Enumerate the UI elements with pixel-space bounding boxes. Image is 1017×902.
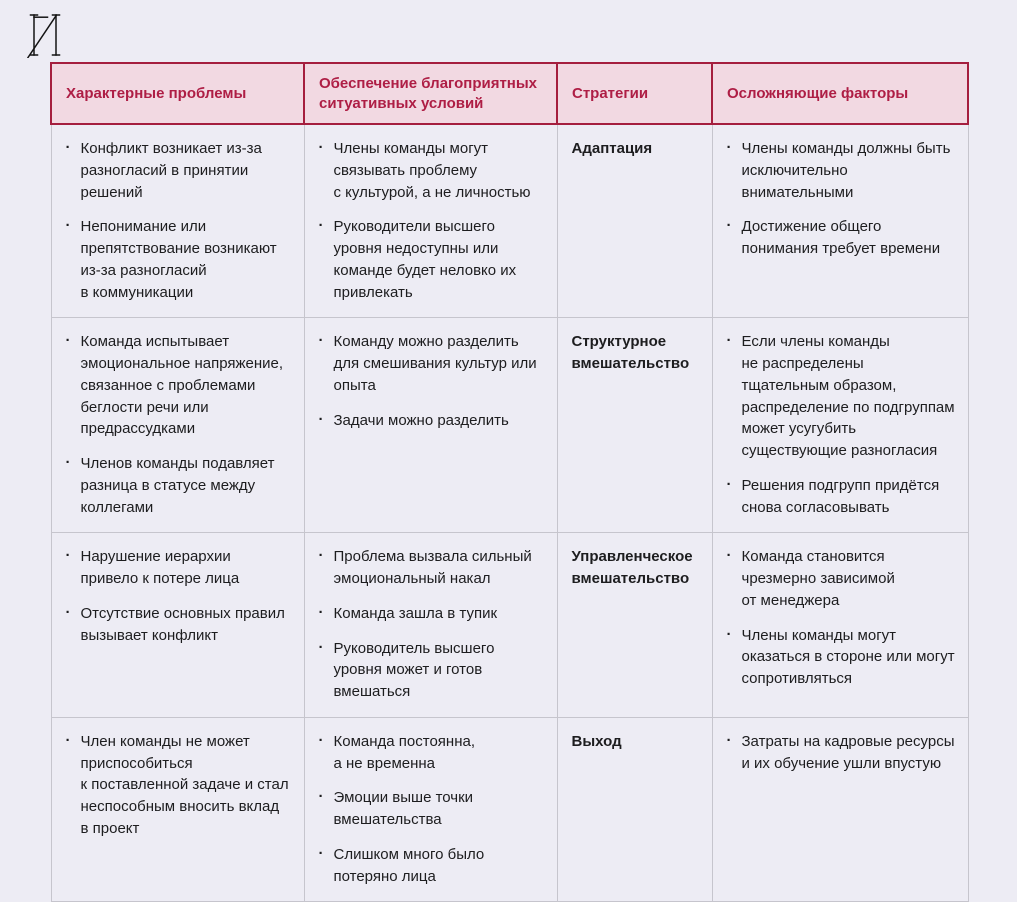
cell-strategy: Адаптация xyxy=(557,124,712,318)
bullet-list xyxy=(60,331,292,518)
bullet-item: · Задачи можно разделить xyxy=(313,410,545,432)
bullet-item: · Затраты на кадровые ресурсы и их обучение ушли впустую xyxy=(721,731,956,775)
bullet-list xyxy=(313,138,545,303)
bullet-item: · Членов команды подавляет разница в статусе между коллегами xyxy=(60,453,292,518)
bullet-item: · Нарушение иерархии привело к потере лица xyxy=(60,546,292,590)
cell-factors xyxy=(712,124,968,318)
column-header-problems: Характерные проблемы xyxy=(51,63,304,124)
fi-monogram-icon xyxy=(27,12,63,58)
cell-conditions xyxy=(304,533,557,718)
column-header-factors: Осложняющие факторы xyxy=(712,63,968,124)
bullet-item: · Члены команды могут оказаться в стороне или могут сопротивляться xyxy=(721,625,956,690)
bullet-item: · Члены команды могут связывать проблему с культурой, а не личностью xyxy=(313,138,545,203)
bullet-item: · Если члены команды не распределены тщательным образом, распределение по подгруппам может усугубить существующие разногласия xyxy=(721,331,956,462)
cell-strategy: Выход xyxy=(557,717,712,902)
bullet-item: · Команда становится чрезмерно зависимой от менеджера xyxy=(721,546,956,611)
bullet-list xyxy=(721,546,956,690)
bullet-list xyxy=(313,546,545,703)
bullet-item: · Команда постоянна, а не временна xyxy=(313,731,545,775)
bullet-item: · Члены команды должны быть исключительно внимательными xyxy=(721,138,956,203)
cell-conditions xyxy=(304,717,557,902)
table-row-managerial-intervention xyxy=(51,533,968,718)
bullet-item: · Достижение общего понимания требует времени xyxy=(721,216,956,260)
bullet-list xyxy=(60,138,292,303)
bullet-item: · Конфликт возникает из-за разногласий в принятии решений xyxy=(60,138,292,203)
bullet-list xyxy=(60,546,292,646)
bullet-item: · Руководители высшего уровня недоступны или команде будет неловко их привлекать xyxy=(313,216,545,303)
bullet-item: · Непонимание или препятствование возникают из-за разногласий в коммуникации xyxy=(60,216,292,303)
header-row xyxy=(51,63,968,124)
bullet-item: · Решения подгрупп придётся снова согласовывать xyxy=(721,475,956,519)
bullet-item: · Отсутствие основных правил вызывает конфликт xyxy=(60,603,292,647)
cell-factors xyxy=(712,717,968,902)
bullet-item: · Член команды не может приспособиться к поставленной задаче и стал неспособным вносить вклад в проект xyxy=(60,731,292,840)
bullet-list xyxy=(313,731,545,888)
cell-problems xyxy=(51,533,304,718)
cell-strategy: Структурное вмешательство xyxy=(557,318,712,533)
column-header-conditions: Обеспечение благоприятных ситуативных условий xyxy=(304,63,557,124)
bullet-item: · Команда зашла в тупик xyxy=(313,603,545,625)
column-header-strategies: Стратегии xyxy=(557,63,712,124)
cell-conditions xyxy=(304,318,557,533)
bullet-item: · Команда испытывает эмоциональное напряжение, связанное с проблемами беглости речи или предрассудками xyxy=(60,331,292,440)
bullet-item: · Команду можно разделить для смешивания культур или опыта xyxy=(313,331,545,396)
table-row-exit xyxy=(51,717,968,902)
bullet-list xyxy=(313,331,545,431)
cell-problems xyxy=(51,717,304,902)
cell-problems xyxy=(51,124,304,318)
conflict-strategies-table xyxy=(50,62,969,902)
bullet-item: · Проблема вызвала сильный эмоциональный накал xyxy=(313,546,545,590)
bullet-list xyxy=(721,138,956,260)
table-row-adaptation xyxy=(51,124,968,318)
cell-conditions xyxy=(304,124,557,318)
table-row-structural-intervention xyxy=(51,318,968,533)
bullet-item: · Руководитель высшего уровня может и готов вмешаться xyxy=(313,638,545,703)
cell-factors xyxy=(712,533,968,718)
bullet-list xyxy=(721,331,956,518)
cell-strategy: Управленческое вмешательство xyxy=(557,533,712,718)
bullet-list xyxy=(60,731,292,840)
bullet-item: · Слишком много было потеряно лица xyxy=(313,844,545,888)
cell-problems xyxy=(51,318,304,533)
bullet-item: · Эмоции выше точки вмешательства xyxy=(313,787,545,831)
cell-factors xyxy=(712,318,968,533)
